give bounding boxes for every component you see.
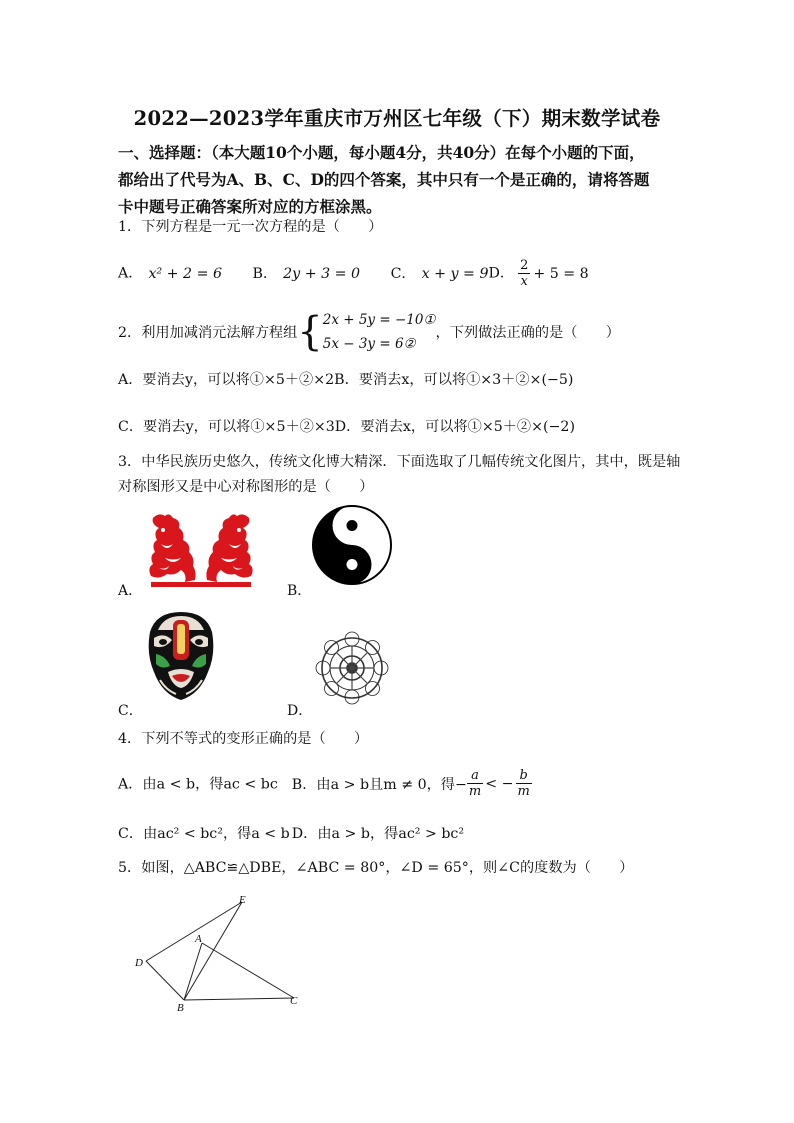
q4-b-den-1: m [468,784,482,799]
q1-option-d-fraction [518,258,530,289]
q1-option-b-math: 2y + 3 = 0 [283,265,361,282]
q5-triangle-figure [126,890,316,1014]
q3-image-d-rosette [314,630,390,706]
q4-stem: 4．下列不等式的变形正确的是（ ） [118,731,369,747]
q4-b-den-2: m [517,784,530,799]
q5-stem: 5．如图，△ABC≌△DBE，∠ABC = 80°，∠D = 65°，则∠C的度数为（ ） [118,860,634,876]
label-c: C [290,995,298,1007]
q1-stem: 1．下列方程是一元一次方程的是（ ） [118,219,383,235]
q3-option-a-label: A． [118,583,143,599]
q4-b-num-2: b [516,768,532,784]
q3-option-d-label: D． [287,703,313,719]
label-d: D [135,957,143,969]
q1-option-d-label: D． [488,265,515,282]
q4-b-num-1: a [467,768,483,784]
q2-options-ab [118,369,573,389]
q1-d-denominator: x [520,274,528,289]
q2-stem-pre: 2．利用加减消元法解方程组 [118,325,298,341]
q2-brace: { [297,309,323,355]
q2-stem-post: ，下列做法正确的是（ ） [435,325,620,341]
q2-system [323,308,436,356]
q3-option-b-label: B． [287,583,312,599]
q2-option-c: C．要消去y，可以将①×5＋②×3 [118,419,335,435]
q3-image-c-opera-mask [146,610,216,702]
q4-option-c: C．由ac² < bc²，得a < b [118,826,290,842]
q4-option-d: D．由a > b，得ac² > bc² [291,826,465,842]
q2-eq2: 5x − 3y = 6② [322,336,416,352]
page-title: 2022—2023学年重庆市万州区七年级（下）期末数学试卷 [133,107,661,130]
q1-option-a-math: x² + 2 = 6 [148,265,222,282]
q4-option-b-pre: B．由a > b且m ≠ 0，得− [291,776,467,793]
q3-stem-line-1: 3．中华民族历史悠久，传统文化博大精深．下面选取了几幅传统文化图片，其中，既是轴 [118,454,681,470]
q2-stem [118,308,620,356]
q3-option-c-label: C． [118,703,143,719]
q3-image-a-dragons [145,510,257,590]
section-header [118,139,678,220]
q4-option-a: A．由a < b，得ac < bc [118,776,278,793]
q4-options-cd [118,823,464,843]
q1-option-c-label: C． [390,265,416,282]
q2-eq1: 2x + 5y = −10① [322,312,436,328]
q4-b-mid: < − [485,775,514,792]
section-line-1: 一、选择题：（本大题10个小题，每小题4分，共40分）在每个小题的下面， [118,143,645,162]
section-line-2: 都给出了代号为A、B、C、D的四个答案，其中只有一个是正确的，请将答题 [118,170,650,189]
q4-options-ab [118,768,532,799]
q1-options [118,258,589,289]
q3-image-b-taiji [311,504,393,586]
label-b: B [177,1002,184,1014]
section-line-3: 卡中题号正确答案所对应的方框涂黑。 [118,197,382,216]
q1-option-b-label: B． [252,265,278,282]
q1-option-a-label: A． [118,265,143,282]
q1-option-d-rest: + 5 = 8 [533,265,589,282]
q2-option-b: B．要消去x，可以将①×3＋②×(−5) [334,372,574,388]
q2-option-d: D．要消去x，可以将①×5＋②×(−2) [334,419,575,435]
q3-stem-line-2: 对称图形又是中心对称图形的是（ ） [118,479,374,495]
label-e: E [239,894,246,906]
q2-option-a: A．要消去y，可以将①×5＋②×2 [118,372,335,388]
q4-b-fraction-1 [467,768,483,799]
label-a: A [195,933,202,945]
q4-b-fraction-2 [516,768,532,799]
q1-option-c-math: x + y = 9 [421,265,489,282]
q2-options-cd [118,416,575,436]
q1-d-numerator: 2 [520,258,529,273]
